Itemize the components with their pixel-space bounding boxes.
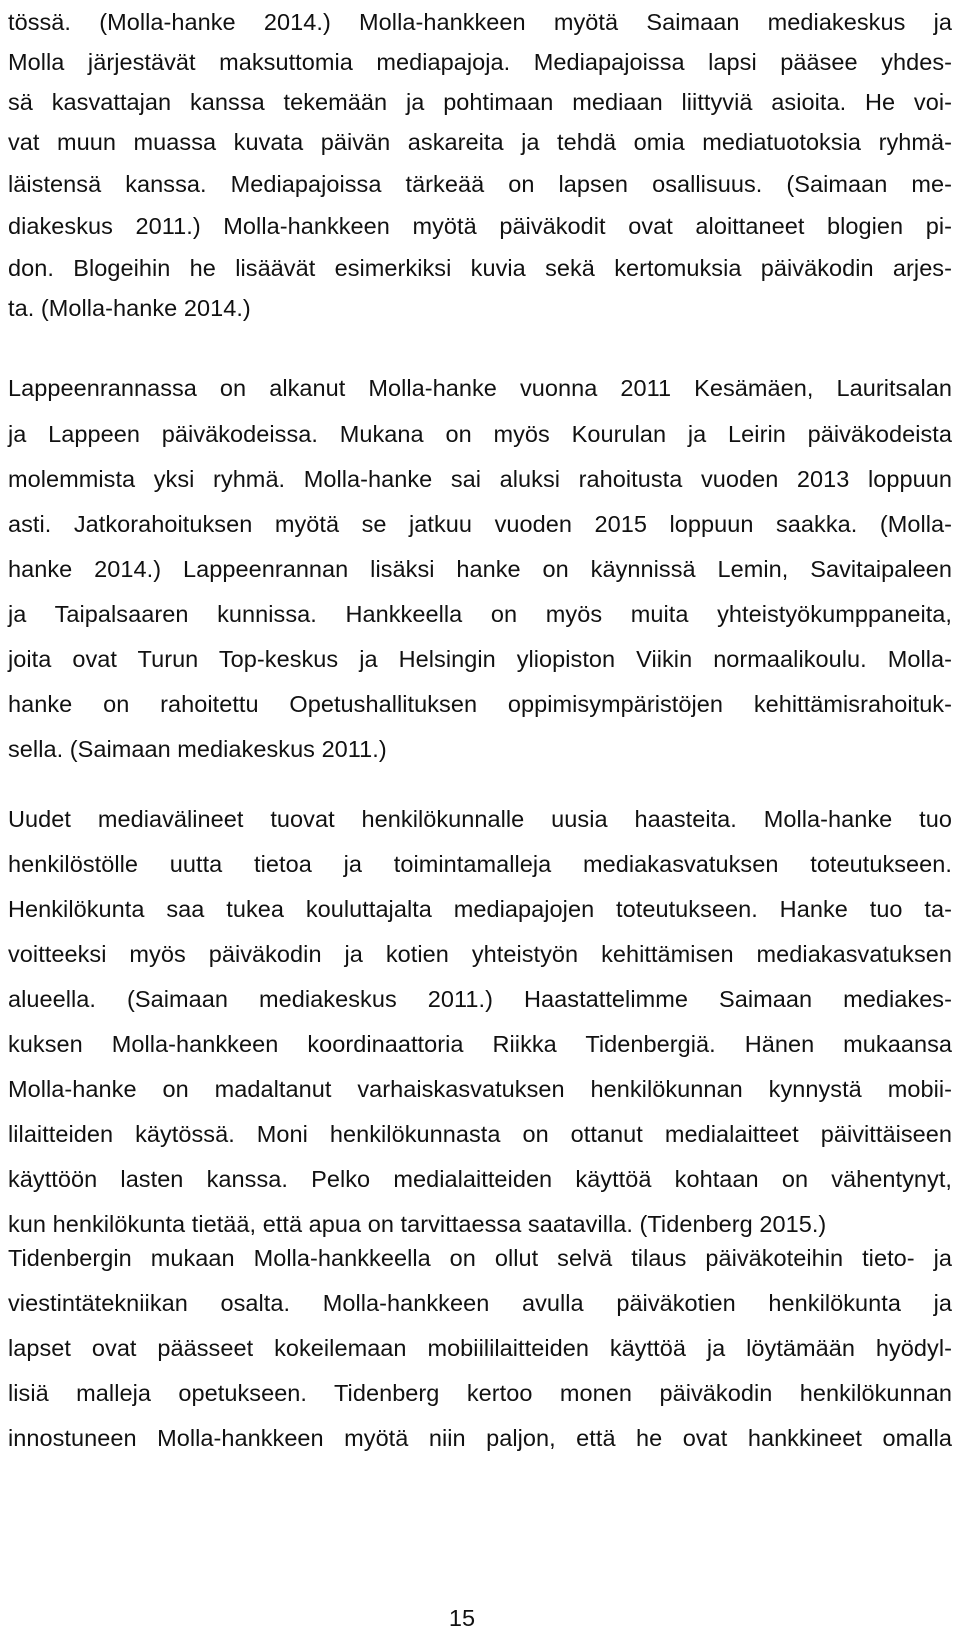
text-line: lisiä malleja opetukseen. Tidenberg kertoo monen päiväkodin henkilökunnan xyxy=(8,1380,952,1406)
text-line: Molla järjestävät maksuttomia mediapajoja. Mediapajoissa lapsi pääsee yhdes- xyxy=(8,49,952,75)
text-line: alueella. (Saimaan mediakeskus 2011.) Haastattelimme Saimaan mediakes- xyxy=(8,986,952,1012)
text-line: Lappeenrannassa on alkanut Molla-hanke vuonna 2011 Kesämäen, Lauritsalan xyxy=(8,375,952,401)
text-line: Tidenbergin mukaan Molla-hankkeella on ollut selvä tilaus päiväkoteihin tieto- ja xyxy=(8,1245,952,1271)
text-line: vat muun muassa kuvata päivän askareita ja tehdä omia mediatuotoksia ryhmä- xyxy=(8,129,952,155)
text-line: voitteeksi myös päiväkodin ja kotien yhteistyön kehittämisen mediakasvatuksen xyxy=(8,941,952,967)
text-line: diakeskus 2011.) Molla-hankkeen myötä päiväkodit ovat aloittaneet blogien pi- xyxy=(8,213,952,239)
text-line: ja Lappeen päiväkodeissa. Mukana on myös Kourulan ja Leirin päiväkodeista xyxy=(8,421,952,447)
text-line: henkilöstölle uutta tietoa ja toimintamalleja mediakasvatuksen toteutukseen. xyxy=(8,851,952,877)
text-line: viestintätekniikan osalta. Molla-hankkeen avulla päiväkotien henkilökunta ja xyxy=(8,1290,952,1316)
text-line: tössä. (Molla-hanke 2014.) Molla-hankkeen myötä Saimaan mediakeskus ja xyxy=(8,9,952,35)
text-line: sä kasvattajan kanssa tekemään ja pohtimaan mediaan liittyviä asioita. He voi- xyxy=(8,89,952,115)
text-line: innostuneen Molla-hankkeen myötä niin paljon, että he ovat hankkineet omalla xyxy=(8,1425,952,1451)
text-line: käyttöön lasten kanssa. Pelko medialaitteiden käyttöä kohtaan on vähentynyt, xyxy=(8,1166,952,1192)
text-line: don. Blogeihin he lisäävät esimerkiksi kuvia sekä kertomuksia päiväkodin arjes- xyxy=(8,255,952,281)
text-line: Molla-hanke on madaltanut varhaiskasvatuksen henkilökunnan kynnystä mobii- xyxy=(8,1076,952,1102)
text-line: kuksen Molla-hankkeen koordinaattoria Riikka Tidenbergiä. Hänen mukaansa xyxy=(8,1031,952,1057)
text-line: asti. Jatkorahoituksen myötä se jatkuu vuoden 2015 loppuun saakka. (Molla- xyxy=(8,511,952,537)
page-number: 15 xyxy=(448,1605,476,1631)
text-line: hanke 2014.) Lappeenrannan lisäksi hanke on käynnissä Lemin, Savitaipaleen xyxy=(8,556,952,582)
text-line: sella. (Saimaan mediakeskus 2011.) xyxy=(8,736,387,762)
text-line: Henkilökunta saa tukea kouluttajalta mediapajojen toteutukseen. Hanke tuo ta- xyxy=(8,896,952,922)
text-line: ta. (Molla-hanke 2014.) xyxy=(8,295,251,321)
text-line: ja Taipalsaaren kunnissa. Hankkeella on myös muita yhteistyökumppaneita, xyxy=(8,601,952,627)
text-line: joita ovat Turun Top-keskus ja Helsingin yliopiston Viikin normaalikoulu. Molla- xyxy=(8,646,952,672)
text-line: lapset ovat päässeet kokeilemaan mobiililaitteiden käyttöä ja löytämään hyödyl- xyxy=(8,1335,952,1361)
text-line: läistensä kanssa. Mediapajoissa tärkeää on lapsen osallisuus. (Saimaan me- xyxy=(8,171,952,197)
text-line: lilaitteiden käytössä. Moni henkilökunnasta on ottanut medialaitteet päivittäiseen xyxy=(8,1121,952,1147)
text-line: hanke on rahoitettu Opetushallituksen oppimisympäristöjen kehittämisrahoituk- xyxy=(8,691,952,717)
text-line: kun henkilökunta tietää, että apua on tarvittaessa saatavilla. (Tidenberg 2015.) xyxy=(8,1211,827,1237)
text-line: Uudet mediavälineet tuovat henkilökunnalle uusia haasteita. Molla-hanke tuo xyxy=(8,806,952,832)
text-line: molemmista yksi ryhmä. Molla-hanke sai aluksi rahoitusta vuoden 2013 loppuun xyxy=(8,466,952,492)
